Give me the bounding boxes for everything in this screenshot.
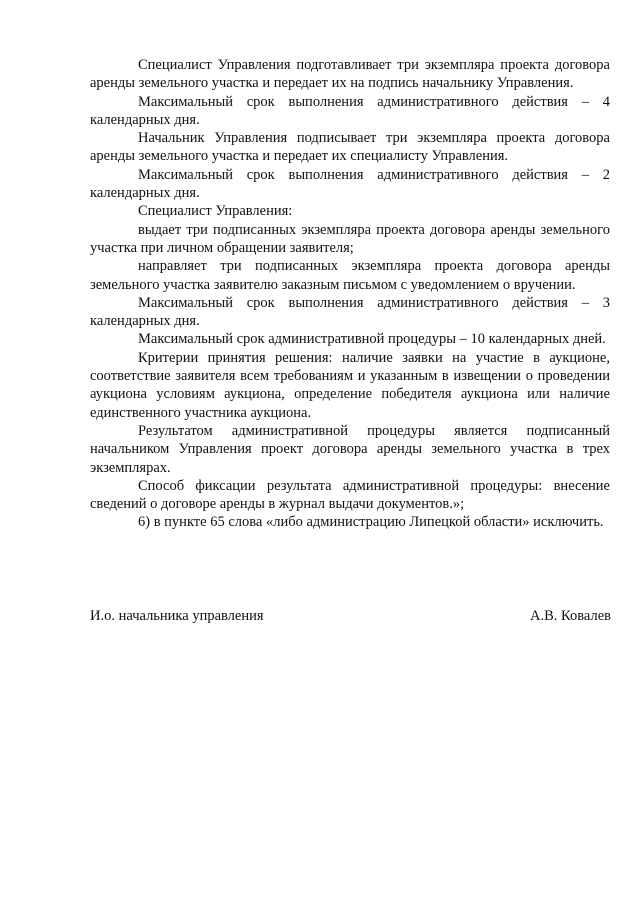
- paragraph-1: Специалист Управления подготавливает три экземпляра проекта договора аренды земельного участка и передает их на подпись начальнику Управления.: [90, 57, 610, 92]
- paragraph-3: Начальник Управления подписывает три экземпляра проекта договора аренды земельного участка и передает их специалисту Управления.: [90, 130, 610, 165]
- paragraph-9: Максимальный срок административной процедуры – 10 календарных дней.: [138, 331, 606, 348]
- paragraph-10: Критерии принятия решения: наличие заявки на участие в аукционе, соответствие заявителя всем требованиям и указанным в извещении о проведении аукциона условиям аукциона, определение победителя аукциона или наличие единственного участника аукциона.: [90, 349, 610, 421]
- paragraph-7: направляет три подписанных экземпляра проекта договора аренды земельного участка заявителю заказным письмом с уведомлением о вручении.: [90, 258, 610, 293]
- paragraph-4: Максимальный срок выполнения административного действия – 2 календарных дня.: [90, 166, 610, 202]
- paragraph-5: Специалист Управления:: [138, 203, 293, 220]
- paragraph-12: Способ фиксации результата административной процедуры: внесение сведений о договоре аренды в журнал выдачи документов.»;: [90, 477, 610, 513]
- paragraph-11: Результатом административной процедуры является подписанный начальником Управления проект договора аренды земельного участка в трех экземплярах.: [90, 422, 610, 476]
- signatory-position: И.о. начальника управления: [90, 608, 264, 624]
- signatory-name: А.В. Ковалев: [530, 608, 611, 624]
- document-body: [90, 56, 610, 532]
- paragraph-13: 6) в пункте 65 слова «либо администрацию Липецкой области» исключить.: [138, 514, 604, 531]
- paragraph-6: выдает три подписанных экземпляра проекта договора аренды земельного участка при личном обращении заявителя;: [90, 221, 610, 256]
- paragraph-8: Максимальный срок выполнения административного действия – 3 календарных дня.: [90, 294, 610, 330]
- signature-block: [90, 607, 611, 625]
- paragraph-2: Максимальный срок выполнения административного действия – 4 календарных дня.: [90, 93, 610, 128]
